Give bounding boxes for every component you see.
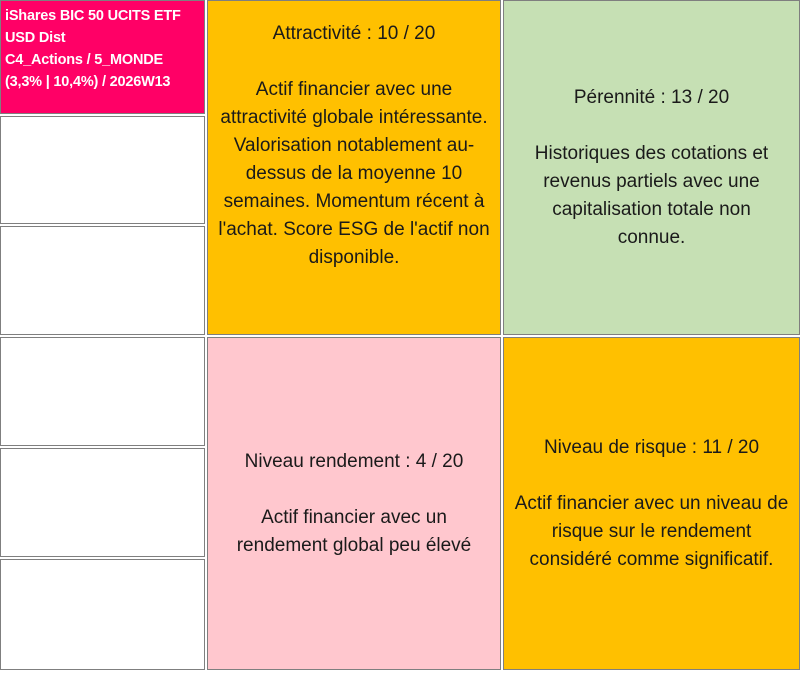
empty-cell-1 xyxy=(0,116,205,224)
risque-heading: Niveau de risque : 11 / 20 xyxy=(543,436,760,458)
empty-cell-3 xyxy=(0,337,205,446)
empty-cell-4 xyxy=(0,448,205,557)
empty-cell-2 xyxy=(0,226,205,335)
risque-text: Actif financier avec un niveau de risque sur le rendement considéré comme significatif. xyxy=(514,492,789,570)
asset-name-line-1: iShares BIC 50 UCITS ETF xyxy=(5,8,181,24)
attractivite-heading: Attractivité : 10 / 20 xyxy=(272,23,436,44)
risque-panel xyxy=(503,337,800,670)
perennite-panel xyxy=(503,0,800,335)
asset-name-line-2: USD Dist xyxy=(5,30,66,46)
perennite-heading: Pérennité : 13 / 20 xyxy=(573,86,730,108)
asset-stats-line: (3,3% | 10,4%) / 2026W13 xyxy=(5,74,171,90)
perennite-text: Historiques des cotations et revenus partiels avec une capitalisation totale non connue. xyxy=(534,142,769,248)
attractivite-text: Actif financier avec une attractivité globale intéressante. Valorisation notablement au-dessus de la moyenne 10 semaines. Momentum récent à l'achat. Score ESG de l'actif non disponible. xyxy=(218,79,490,268)
rendement-heading: Niveau rendement : 4 / 20 xyxy=(244,450,464,472)
empty-cell-5 xyxy=(0,559,205,670)
rendement-text: Actif financier avec un rendement global peu élevé xyxy=(236,506,472,556)
asset-category-line: C4_Actions / 5_MONDE xyxy=(5,52,163,68)
attractivite-panel xyxy=(207,0,501,335)
asset-title-cell xyxy=(0,0,205,114)
rendement-panel xyxy=(207,337,501,670)
